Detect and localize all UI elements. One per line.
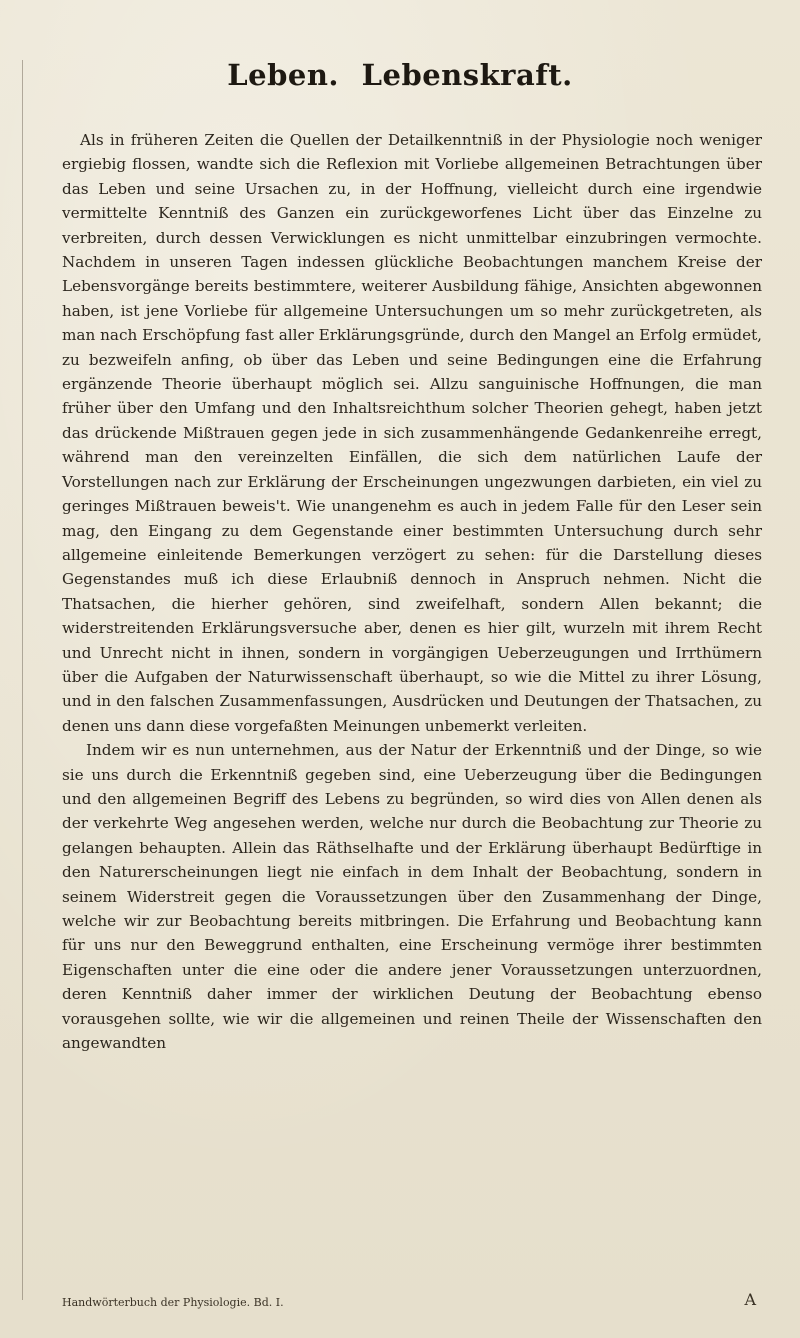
running-header bbox=[0, 58, 800, 92]
paragraph-1: Als in früheren Zeiten die Quellen der Detailkenntniß in der Physiologie noch weniger ergiebig flossen, wandte sich die Reflexion mit Vorliebe allgemeinen Betrachtungen über das Leben und seine Ursachen zu, in der Hoffnung, vielleicht durch eine irgendwie vermittelte Kenntniß des Ganzen ein zurückgeworfenes Licht über das Einzelne zu verbreiten, durch dessen Verwicklungen es nicht unmittelbar einzubringen vermochte. Nachdem in unseren Tagen indessen glückliche Beobachtungen manchem Kreise der Lebensvorgänge bereits bestimmtere, weiterer Ausbildung fähige, Ansichten abgewonnen haben, ist jene Vorliebe für allgemeine Untersuchungen um so mehr zurückgetreten, als man nach Erschöpfung fast aller Erklärungsgründe, durch den Mangel an Erfolg ermüdet, zu bezweifeln anfing, ob über das Leben und seine Bedingungen eine die Erfahrung ergänzende Theorie überhaupt möglich sei. Allzu sanguinische Hoffnungen, die man früher über den Umfang und den Inhaltsreichthum solcher Theorien gehegt, haben jetzt das drückende Mißtrauen gegen jede in sich zusammenhängende Gedankenreihe erregt, während man den vereinzelten Einfällen, die sich dem natürlichen Laufe der Vorstellungen nach zur Erklärung der Erscheinungen ungezwungen darbieten, ein viel zu geringes Mißtrauen beweis't. Wie unangenehm es auch in jedem Falle für den Leser sein mag, den Eingang zu dem Gegenstande einer bestimmten Untersuchung durch sehr allgemeine einleitende Bemerkungen verzögert zu sehen: für die Darstellung dieses Gegenstandes muß ich diese Erlaubniß dennoch in Anspruch nehmen. Nicht die Thatsachen, die hierher gehören, sind zweifelhaft, sondern Allen bekannt; die widerstreitenden Erklärungsversuche aber, denen es hier gilt, wurzeln mit ihrem Recht und Unrecht nicht in ihnen, sondern in vorgängigen Ueberzeugungen und Irrthümern über die Aufgaben der Naturwissenschaft überhaupt, so wie die Mittel zu ihrer Lösung, und in den falschen Zusammenfassungen, Ausdrücken und Deutungen der Thatsachen, zu denen uns dann diese vorgefaßten Meinungen unbemerkt verleiten. bbox=[62, 131, 762, 735]
signature-mark: A bbox=[744, 1290, 756, 1309]
header-right-word: Lebenskraft. bbox=[361, 58, 573, 92]
body-text bbox=[62, 128, 762, 1055]
margin-rule bbox=[22, 60, 23, 1300]
paragraph-2: Indem wir es nun unternehmen, aus der Natur der Erkenntniß und der Dinge, so wie sie uns durch die Erkenntniß gegeben sind, eine Ueberzeugung über die Bedingungen und den allgemeinen Begriff des Lebens zu begründen, so wird dies von Allen denen als der verkehrte Weg angesehen werden, welche nur durch die Beobachtung zur Theorie zu gelangen behaupten. Allein das Räthselhafte und der Erklärung überhaupt Bedürftige in den Naturerscheinungen liegt nie einfach in dem Inhalt der Beobachtung, sondern in seinem Widerstreit gegen die Voraussetzungen über den Zusammenhang der Dinge, welche wir zur Beobachtung bereits mitbringen. Die Erfahrung und Beobachtung kann für uns nur den Beweggrund enthalten, eine Erscheinung vermöge ihrer bestimmten Eigenschaften unter die eine oder die andere jener Voraussetzungen unterzuordnen, deren Kenntniß daher immer der wirklichen Deutung der Beobachtung ebenso vorausgehen sollte, wie wir die allgemeinen und reinen Theile der Wissenschaften den angewandten bbox=[62, 741, 762, 1053]
page-footer bbox=[62, 1290, 762, 1314]
header-left-word: Leben. bbox=[227, 58, 339, 92]
footer-source: Handwörterbuch der Physiologie. Bd. I. bbox=[62, 1296, 284, 1309]
